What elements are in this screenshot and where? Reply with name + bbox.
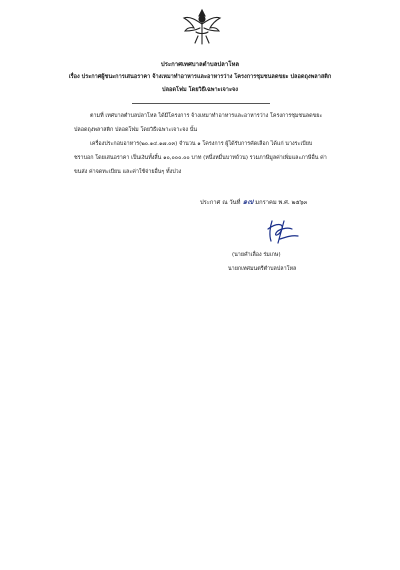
subject-line-1: เรื่อง ประกาศผู้ชนะการเสนอราคา จ้างเหมาทำอาหารและอาหารว่าง โครงการชุมชนลดขยะ ปลอดถุงพลาสติก: [68, 74, 332, 80]
date-prefix: ประกาศ ณ วันที่: [200, 200, 241, 206]
garuda-emblem-icon: [180, 6, 224, 46]
signatory-name: (นายคำเลื่อง ร่มเกษ): [232, 252, 281, 258]
para2-line2: ชราบอก โดยเสนอราคา เป็นเงินทั้งสิ้น ๑๐,๐๐๐.๐๐ บาท (หนึ่งหมื่นบาทถ้วน) รวมภาษีมูลค่าเพิ่มและภาษีอื่น ค่า: [74, 155, 327, 161]
subject-line-2: ปลอดโฟม โดยวิธีเฉพาะเจาะจง: [162, 87, 238, 93]
divider: [132, 103, 270, 104]
issuer-heading: ประกาศเทศบาลตำบลปลาโหล: [160, 61, 240, 68]
date-month-year: มกราคม พ.ศ. ๒๕๖๓: [255, 200, 308, 206]
para2-line1: เครื่องประกอบอาหาร(๒๐.๑๔.๑๗.๐๓) จำนวน ๑ โครงการ ผู้ได้รับการคัดเลือก ได้แก่ นางระเบียบ: [90, 141, 313, 147]
date-day-handwritten: ๑๗: [242, 197, 254, 206]
para1-line1: ตามที่ เทศบาลตำบลปลาโหล ได้มีโครงการ จ้างเหมาทำอาหารและอาหารว่าง โครงการชุมชนลดขยะ: [90, 113, 323, 119]
para2-line3: ขนส่ง ค่าจดทะเบียน และค่าใช้จ่ายอื่นๆ ทั้งปวง: [74, 169, 182, 175]
para1-line2: ปลอดถุงพลาสติก ปลอดโฟม โดยวิธีเฉพาะเจาะจง นั้น: [74, 127, 198, 133]
handwritten-signature-icon: [262, 215, 302, 247]
date-line: [200, 198, 307, 207]
signatory-title: นายกเทศมนตรีตำบลปลาโหล: [228, 266, 297, 272]
